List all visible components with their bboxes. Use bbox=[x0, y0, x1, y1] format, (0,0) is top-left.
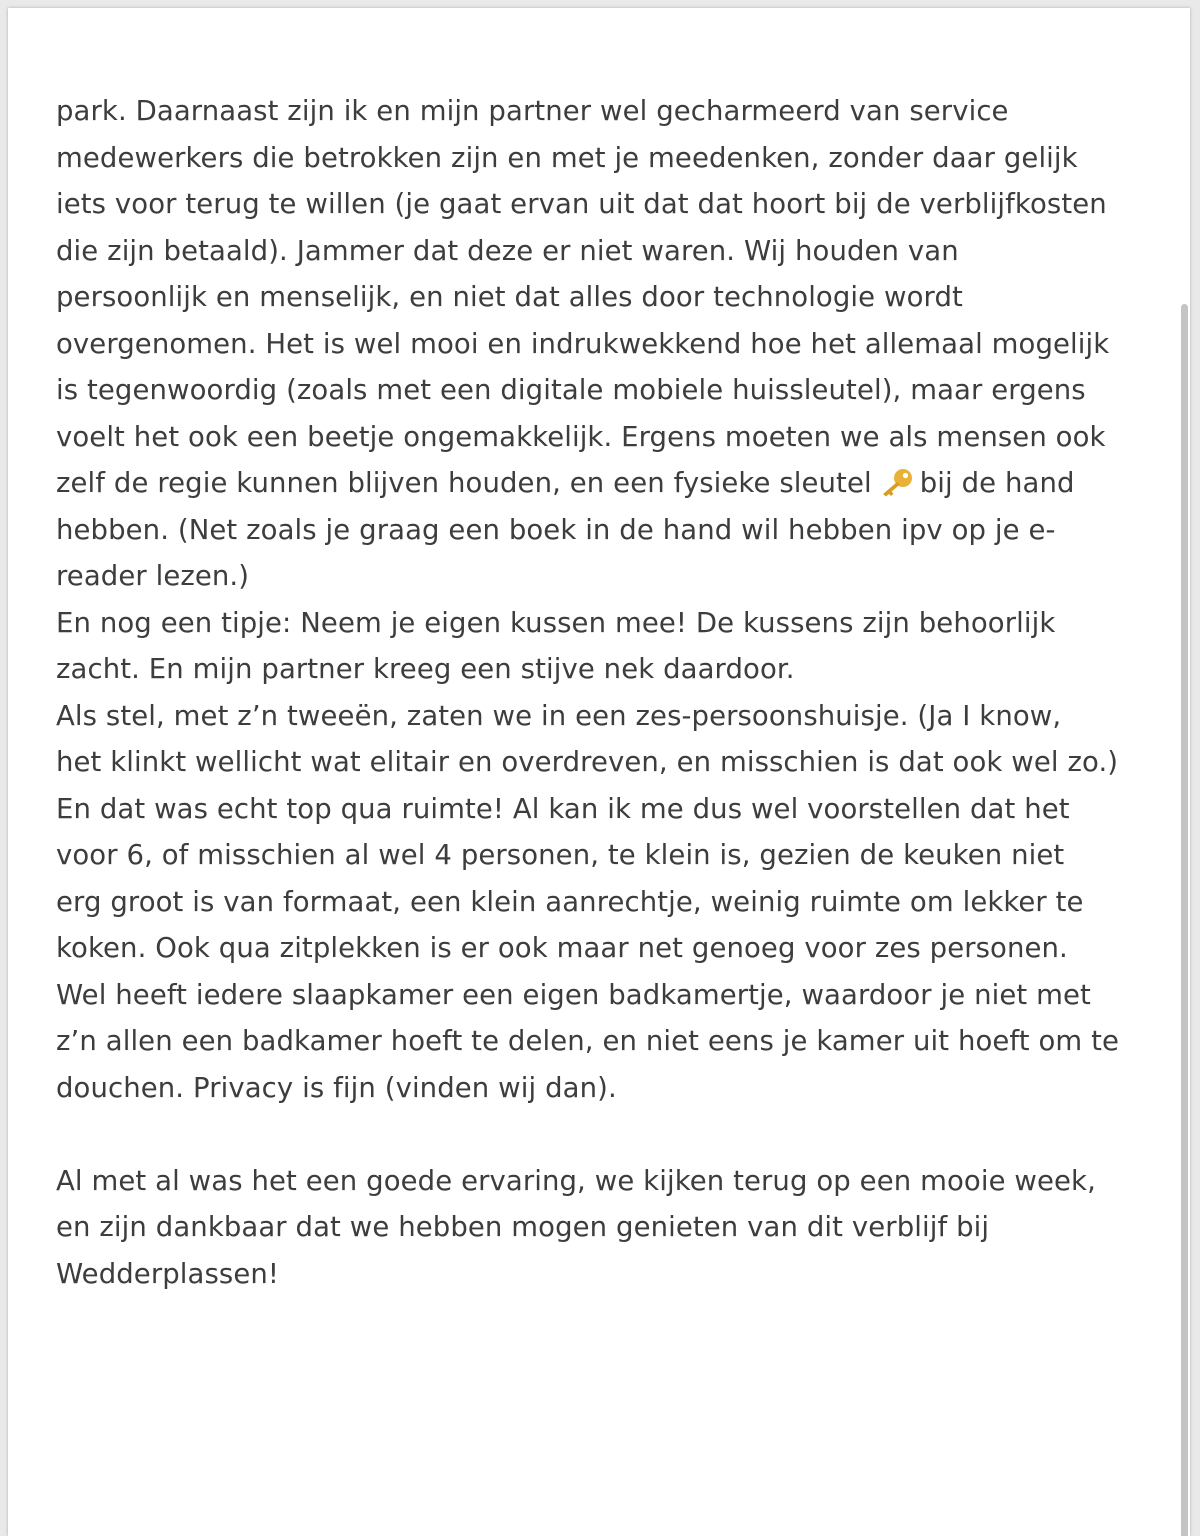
text-line: is tegenwoordig (zoals met een digitale mobiele huissleutel), maar ergens bbox=[56, 374, 1086, 406]
text-line: Al met al was het een goede ervaring, we kijken terug op een mooie week, bbox=[56, 1164, 1096, 1197]
text-line: die zijn betaald). Jammer dat deze er niet waren. Wij houden van bbox=[56, 234, 959, 267]
review-text-body[interactable] bbox=[56, 88, 1166, 1297]
text-line: voor 6, of misschien al wel 4 personen, te klein is, gezien de keuken niet bbox=[56, 839, 1065, 871]
text-line: koken. Ook qua zitplekken is er ook maar net genoeg voor zes personen. bbox=[56, 932, 1068, 964]
text-line: het klinkt wellicht wat elitair en overdreven, en misschien is dat ook wel zo.) bbox=[56, 746, 1119, 778]
text-fragment: bij de hand bbox=[919, 467, 1075, 499]
text-line: Als stel, met z’n tweeën, zaten we in een zes-persoonshuisje. (Ja I know, bbox=[56, 699, 1062, 732]
paragraph-spacer bbox=[56, 1111, 1166, 1158]
text-line: voelt het ook een beetje ongemakkelijk. Ergens moeten we als mensen ook bbox=[56, 420, 1106, 453]
text-line: Wel heeft iedere slaapkamer een eigen badkamertje, waardoor je niet met bbox=[56, 978, 1091, 1011]
text-line-with-key bbox=[56, 460, 1166, 507]
text-line: en zijn dankbaar dat we hebben mogen genieten van dit verblijf bij bbox=[56, 1211, 990, 1243]
text-line: overgenomen. Het is wel mooi en indrukwekkend hoe het allemaal mogelijk bbox=[56, 327, 1110, 360]
text-line: En dat was echt top qua ruimte! Al kan ik me dus wel voorstellen dat het bbox=[56, 792, 1070, 825]
text-line: Wedderplassen! bbox=[56, 1257, 280, 1290]
text-fragment: zelf de regie kunnen blijven houden, en een fysieke sleutel bbox=[56, 467, 872, 499]
text-line: z’n allen een badkamer hoeft te delen, en niet eens je kamer uit hoeft om te bbox=[56, 1025, 1120, 1057]
text-line: erg groot is van formaat, een klein aanrechtje, weinig ruimte om lekker te bbox=[56, 885, 1084, 918]
note-window bbox=[8, 8, 1190, 1536]
text-line: hebben. (Net zoals je graag een boek in de hand wil hebben ipv op je e- bbox=[56, 513, 1056, 546]
scrollbar-thumb[interactable] bbox=[1181, 304, 1188, 1536]
text-line: reader lezen.) bbox=[56, 560, 250, 592]
text-line: iets voor terug te willen (je gaat ervan uit dat dat hoort bij de verblijfkosten bbox=[56, 188, 1107, 220]
text-line: douchen. Privacy is fijn (vinden wij dan). bbox=[56, 1071, 617, 1104]
text-line: park. Daarnaast zijn ik en mijn partner wel gecharmeerd van service bbox=[56, 95, 1009, 127]
key-icon bbox=[878, 467, 916, 497]
text-line: zacht. En mijn partner kreeg een stijve nek daardoor. bbox=[56, 653, 795, 685]
vertical-scrollbar[interactable] bbox=[1178, 8, 1190, 1536]
text-line: persoonlijk en menselijk, en niet dat alles door technologie wordt bbox=[56, 281, 963, 313]
text-line: medewerkers die betrokken zijn en met je meedenken, zonder daar gelijk bbox=[56, 141, 1078, 174]
text-line: En nog een tipje: Neem je eigen kussen mee! De kussens zijn behoorlijk bbox=[56, 606, 1056, 639]
